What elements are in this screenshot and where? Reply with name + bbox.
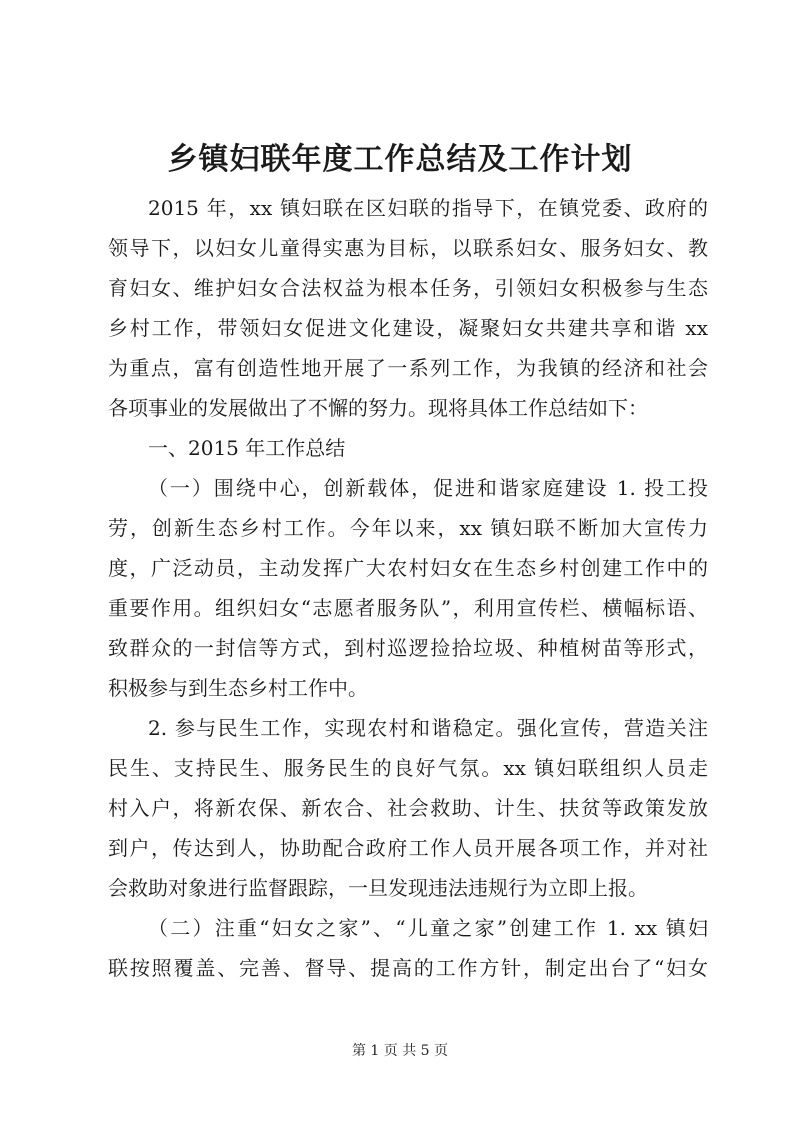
text-line: 乡村工作，带领妇女促进文化建设，凝聚妇女共建共享和谐 xx: [108, 316, 708, 340]
text-line: 致群众的一封信等方式，到村巡逻捡拾垃圾、种植树苗等形式，: [108, 636, 708, 660]
page-footer: 第 1 页 共 5 页: [351, 1043, 449, 1059]
text-line: （二）注重“妇女之家”、“儿童之家”创建工作 1. xx 镇妇: [148, 916, 708, 940]
text-line: 民生、支持民生、服务民生的良好气氛。xx 镇妇联组织人员走: [108, 756, 708, 780]
text-line: 重要作用。组织妇女“志愿者服务队”，利用宣传栏、横幅标语、: [108, 596, 708, 620]
text-line: 领导下，以妇女儿童得实惠为目标，以联系妇女、服务妇女、教: [108, 236, 708, 260]
text-line: （一）围绕中心，创新载体，促进和谐家庭建设 1. 投工投: [148, 476, 708, 500]
text-line: 各项事业的发展做出了不懈的努力。现将具体工作总结如下：: [108, 396, 648, 420]
text-line: 积极参与到生态乡村工作中。: [108, 676, 368, 700]
text-line: 2015 年，xx 镇妇联在区妇联的指导下，在镇党委、政府的: [148, 196, 708, 220]
text-line: 2. 参与民生工作，实现农村和谐稳定。强化宣传，营造关注: [148, 716, 708, 740]
text-line: 度，广泛动员，主动发挥广大农村妇女在生态乡村创建工作中的: [108, 556, 708, 580]
text-line: 到户，传达到人，协助配合政府工作人员开展各项工作，并对社: [108, 836, 708, 860]
text-line: 为重点，富有创造性地开展了一系列工作，为我镇的经济和社会: [108, 356, 708, 380]
document-title: 乡镇妇联年度工作总结及工作计划: [167, 142, 633, 177]
text-line: 村入户，将新农保、新农合、社会救助、计生、扶贫等政策发放: [108, 796, 708, 820]
text-line: 会救助对象进行监督跟踪，一旦发现违法违规行为立即上报。: [108, 876, 648, 900]
section-heading: 一、2015 年工作总结: [148, 436, 346, 460]
text-line: 育妇女、维护妇女合法权益为根本任务，引领妇女积极参与生态: [108, 276, 708, 300]
text-line: 联按照覆盖、完善、督导、提高的工作方针，制定出台了“妇女: [108, 956, 708, 980]
document-body: [108, 188, 708, 988]
text-line: 劳，创新生态乡村工作。今年以来，xx 镇妇联不断加大宣传力: [108, 516, 708, 540]
